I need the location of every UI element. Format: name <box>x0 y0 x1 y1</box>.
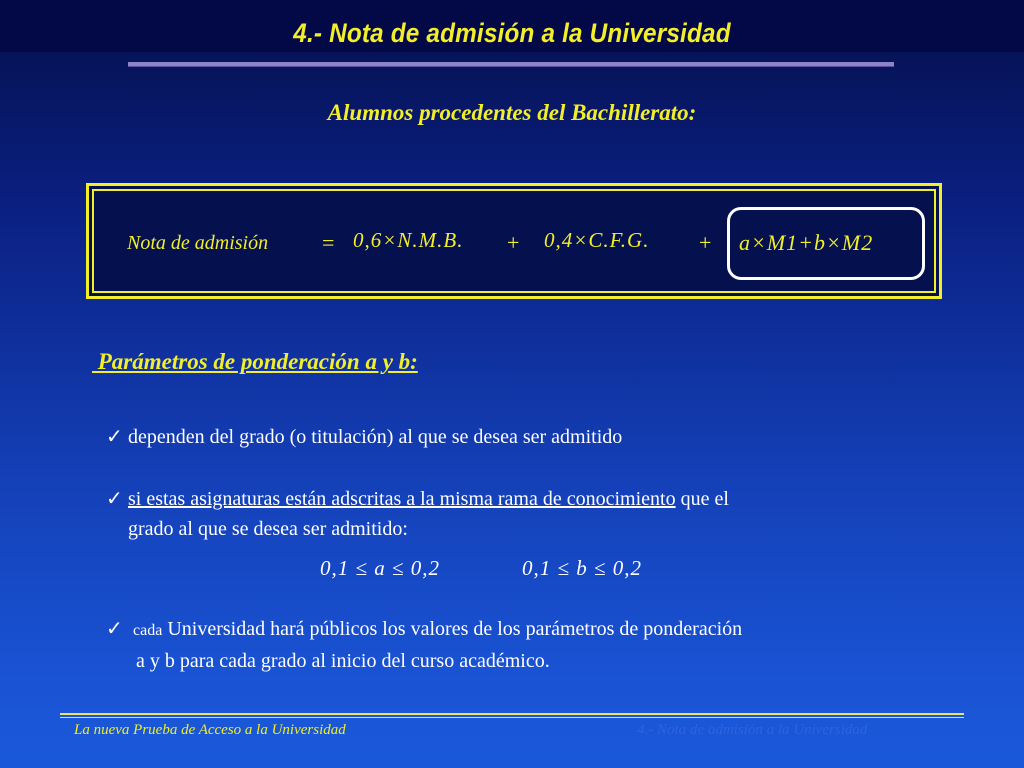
formula-equals: = <box>322 230 335 255</box>
footer-left-text: La nueva Prueba de Acceso a la Universidad <box>74 722 346 738</box>
formula-plus-1: + <box>507 230 520 255</box>
bullet-grado <box>106 422 622 452</box>
range-a: 0,1 ≤ a ≤ 0,2 <box>320 556 441 580</box>
bullet-rama <box>106 484 936 544</box>
range-b: 0,1 ≤ b ≤ 0,2 <box>522 556 643 580</box>
footer-rule-bottom <box>60 717 964 718</box>
params-heading: Parámetros de ponderación a y b: <box>92 349 418 374</box>
formula-box <box>86 183 942 299</box>
formula-label: Nota de admisión <box>127 232 269 254</box>
formula-term-nmb: 0,6×N.M.B. <box>353 228 464 252</box>
bullet-universidad-text: Universidad hará públicos los valores de los parámetros de ponderación <box>162 618 743 640</box>
footer-rule-top <box>60 713 964 715</box>
bullet-rama-continuation: grado al que se desea ser admitido: <box>128 518 408 540</box>
slide-subtitle: Alumnos procedentes del Bachillerato: <box>327 100 697 125</box>
footer-right-text: 4.- Nota de admisión a la Universidad <box>637 722 868 738</box>
bullet-rama-rest: que el <box>675 488 729 510</box>
bullet-universidad-continuation: a y b para cada grado al inicio del curso académico. <box>136 650 550 672</box>
bullet-rama-underlined: si estas asignaturas están adscritas a la misma rama de conocimiento <box>128 488 676 510</box>
bullet-universidad-small: cada <box>133 622 163 639</box>
title-underline <box>128 62 894 67</box>
formula-term-weighted: a×M1+b×M2 <box>739 230 874 255</box>
check-icon: ✓ <box>106 618 123 640</box>
bullet-universidad <box>106 614 936 676</box>
formula-term-cfg: 0,4×C.F.G. <box>544 228 650 252</box>
bullet-grado-text: dependen del grado (o titulación) al que se desea ser admitido <box>128 426 623 448</box>
slide-title: 4.- Nota de admisión a la Universidad <box>293 18 731 48</box>
formula-plus-2: + <box>699 230 712 255</box>
check-icon: ✓ <box>106 426 123 448</box>
check-icon: ✓ <box>106 488 123 510</box>
